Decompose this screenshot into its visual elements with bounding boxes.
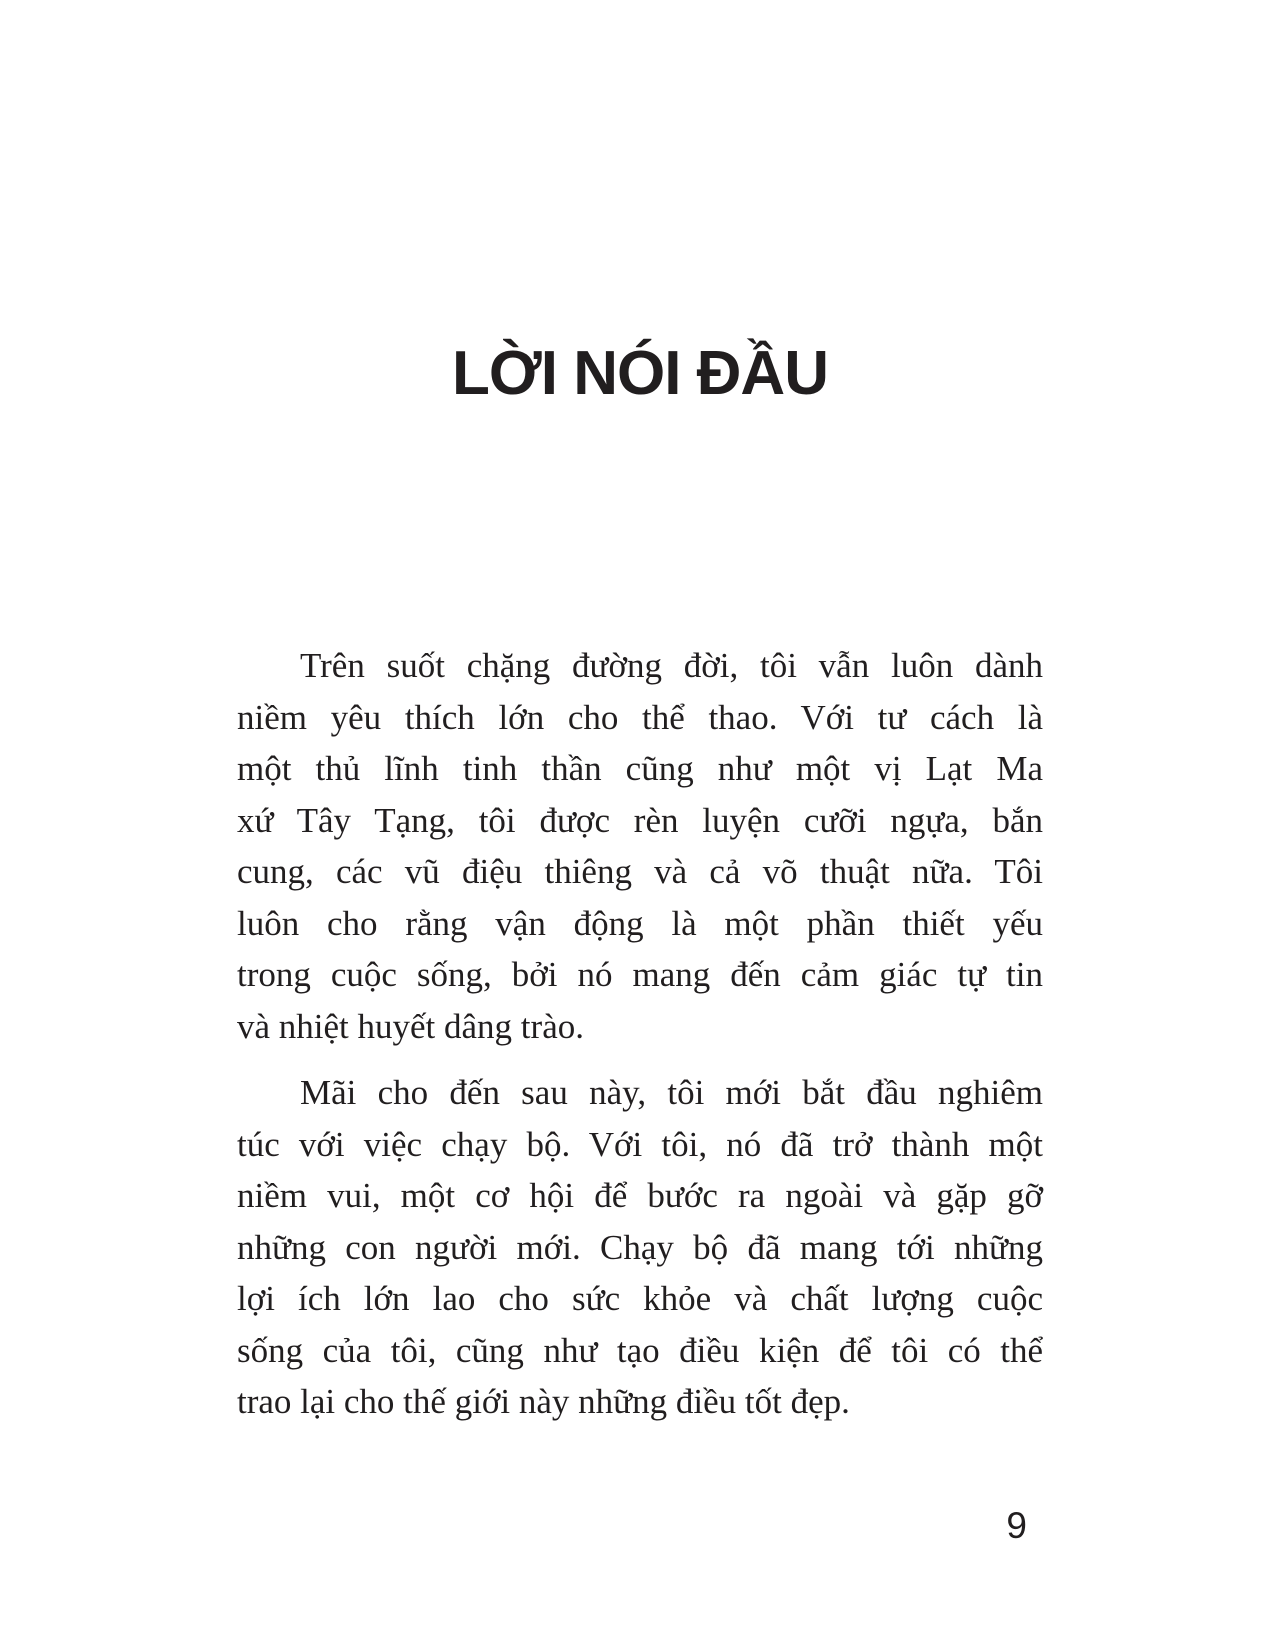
- paragraph-1-line: và nhiệt huyết dâng trào.: [237, 1006, 584, 1046]
- paragraph-2-line: sống của tôi, cũng như tạo điều kiện để tôi có thể: [237, 1330, 1043, 1370]
- body-text: [237, 640, 1043, 1428]
- paragraph-2-line: niềm vui, một cơ hội để bước ra ngoài và gặp gỡ: [237, 1176, 1043, 1215]
- paragraph-1-line: luôn cho rằng vận động là một phần thiết yếu: [237, 903, 1043, 943]
- paragraph-2-line: những con người mới. Chạy bộ đã mang tới những: [237, 1227, 1043, 1267]
- chapter-title: LỜI NÓI ĐẦU: [452, 339, 828, 408]
- paragraph-2-line: lợi ích lớn lao cho sức khỏe và chất lượng cuộc: [237, 1279, 1043, 1318]
- paragraph-2: [237, 1067, 1043, 1428]
- paragraph-2-line: túc với việc chạy bộ. Với tôi, nó đã trở thành một: [237, 1124, 1043, 1164]
- paragraph-1-line: cung, các vũ điệu thiêng và cả võ thuật nữa. Tôi: [237, 852, 1043, 891]
- paragraph-1-line: niềm yêu thích lớn cho thể thao. Với tư cách là: [237, 697, 1043, 737]
- paragraph-1-line: xứ Tây Tạng, tôi được rèn luyện cưỡi ngựa, bắn: [237, 800, 1043, 840]
- page-number: 9: [1006, 1505, 1027, 1546]
- paragraph-1-line: Trên suốt chặng đường đời, tôi vẫn luôn dành: [300, 646, 1043, 685]
- paragraph-2-line: trao lại cho thế giới này những điều tốt đẹp.: [237, 1382, 850, 1421]
- paragraph-1-line: trong cuộc sống, bởi nó mang đến cảm giác tự tin: [237, 955, 1043, 994]
- paragraph-2-line: Mãi cho đến sau này, tôi mới bắt đầu nghiêm: [300, 1073, 1043, 1112]
- paragraph-1: [237, 640, 1043, 1052]
- paragraph-1-line: một thủ lĩnh tinh thần cũng như một vị Lạt Ma: [237, 749, 1043, 788]
